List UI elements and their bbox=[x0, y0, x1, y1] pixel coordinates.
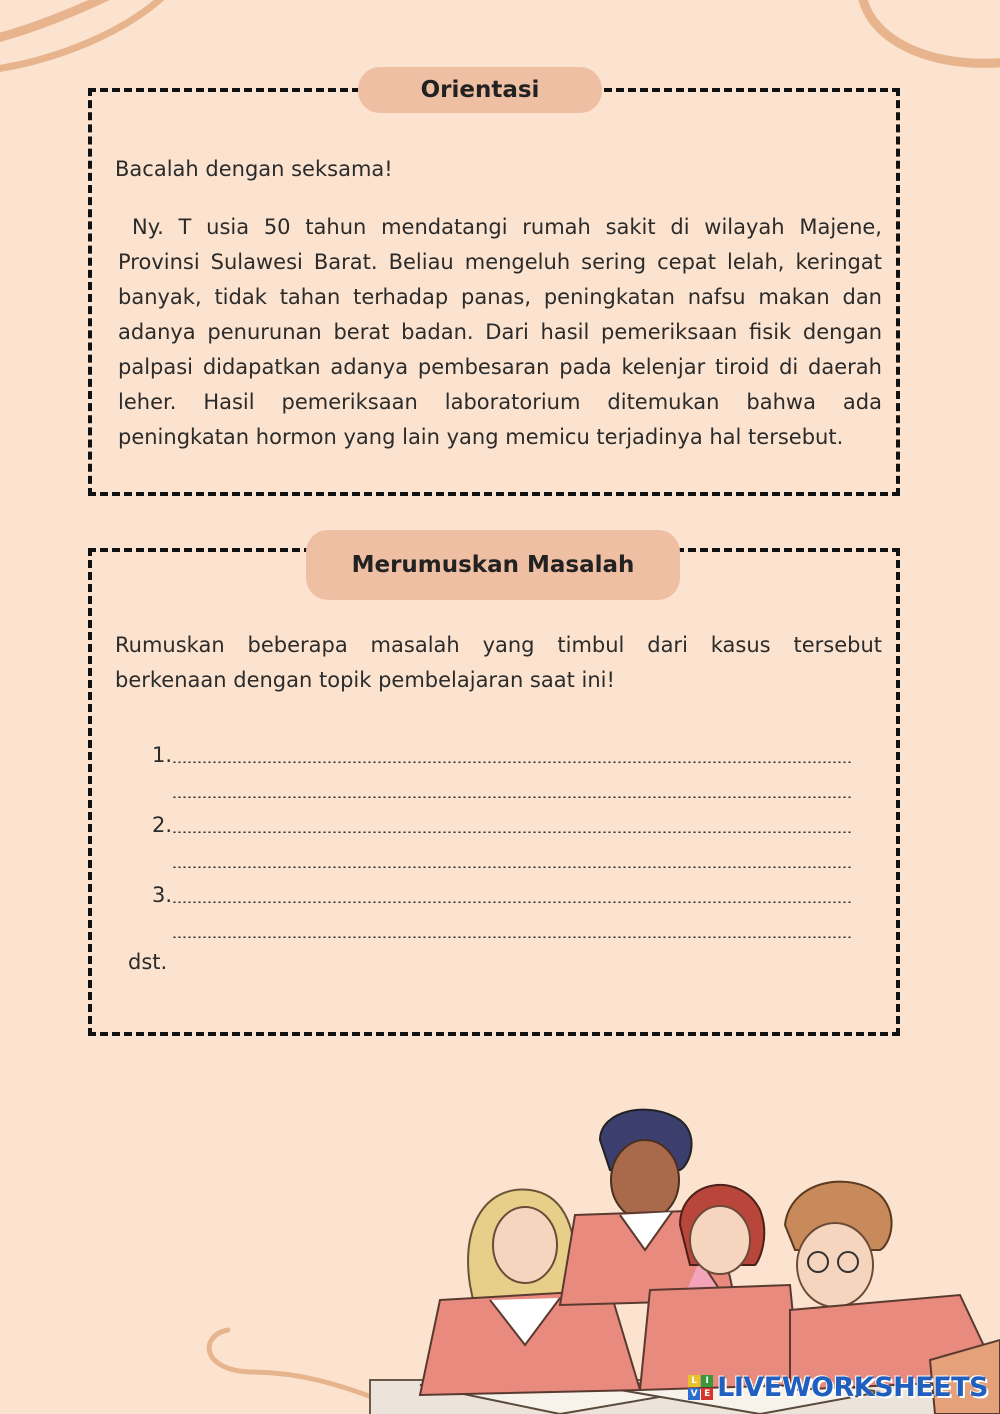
answer-line-1-continued[interactable] bbox=[172, 772, 852, 802]
answer-number-2: 2. bbox=[151, 813, 172, 837]
bottom-left-swirl-decoration bbox=[209, 1330, 380, 1400]
answer-line-2-continued[interactable] bbox=[172, 842, 852, 872]
answer-line-1[interactable] bbox=[140, 737, 852, 767]
watermark-text: LIVEWORKSHEETS bbox=[717, 1372, 988, 1403]
orientasi-instruction: Bacalah dengan seksama! bbox=[115, 157, 393, 181]
answer-line-3-continued[interactable] bbox=[172, 912, 852, 942]
masalah-instruction: Rumuskan beberapa masalah yang timbul dari kasus tersebut berkenaan dengan topik pembelajaran saat ini! bbox=[115, 633, 882, 692]
answer-line-2[interactable] bbox=[140, 807, 852, 837]
dotted-answer-line[interactable] bbox=[172, 831, 852, 833]
liveworksheets-logo-icon: L I V E bbox=[688, 1375, 713, 1400]
dotted-answer-line[interactable] bbox=[172, 901, 852, 903]
case-paragraph: Ny. T usia 50 tahun mendatangi rumah sakit di wilayah Majene, Provinsi Sulawesi Barat. Beliau mengeluh sering cepat lelah, keringat banyak, tidak tahan terhadap panas, peningkatan nafsu makan dan adanya penurunan berat badan. Dari hasil pemeriksaan fisik dengan palpasi didapatkan adanya pembesaran pada kelenjar tiroid di daerah leher. Hasil pemeriksaan laboratorium ditemukan bahwa ada peningkatan hormon yang lain yang memicu terjadinya hal tersebut. bbox=[118, 215, 882, 449]
answer-number-1: 1. bbox=[151, 743, 172, 767]
top-left-swirl-decoration bbox=[0, 0, 170, 70]
dotted-answer-line[interactable] bbox=[172, 796, 852, 798]
dotted-answer-line[interactable] bbox=[172, 866, 852, 868]
masalah-title: Merumuskan Masalah bbox=[306, 530, 680, 600]
dotted-answer-line[interactable] bbox=[172, 936, 852, 938]
answer-number-3: 3. bbox=[151, 883, 172, 907]
list-continuation-text: dst. bbox=[128, 950, 168, 974]
top-right-swirl-decoration bbox=[862, 0, 1000, 63]
students-studying-illustration bbox=[370, 1110, 1000, 1414]
liveworksheets-watermark bbox=[688, 1372, 988, 1403]
answer-line-3[interactable] bbox=[140, 877, 852, 907]
orientasi-title: Orientasi bbox=[358, 67, 602, 113]
dotted-answer-line[interactable] bbox=[172, 761, 852, 763]
